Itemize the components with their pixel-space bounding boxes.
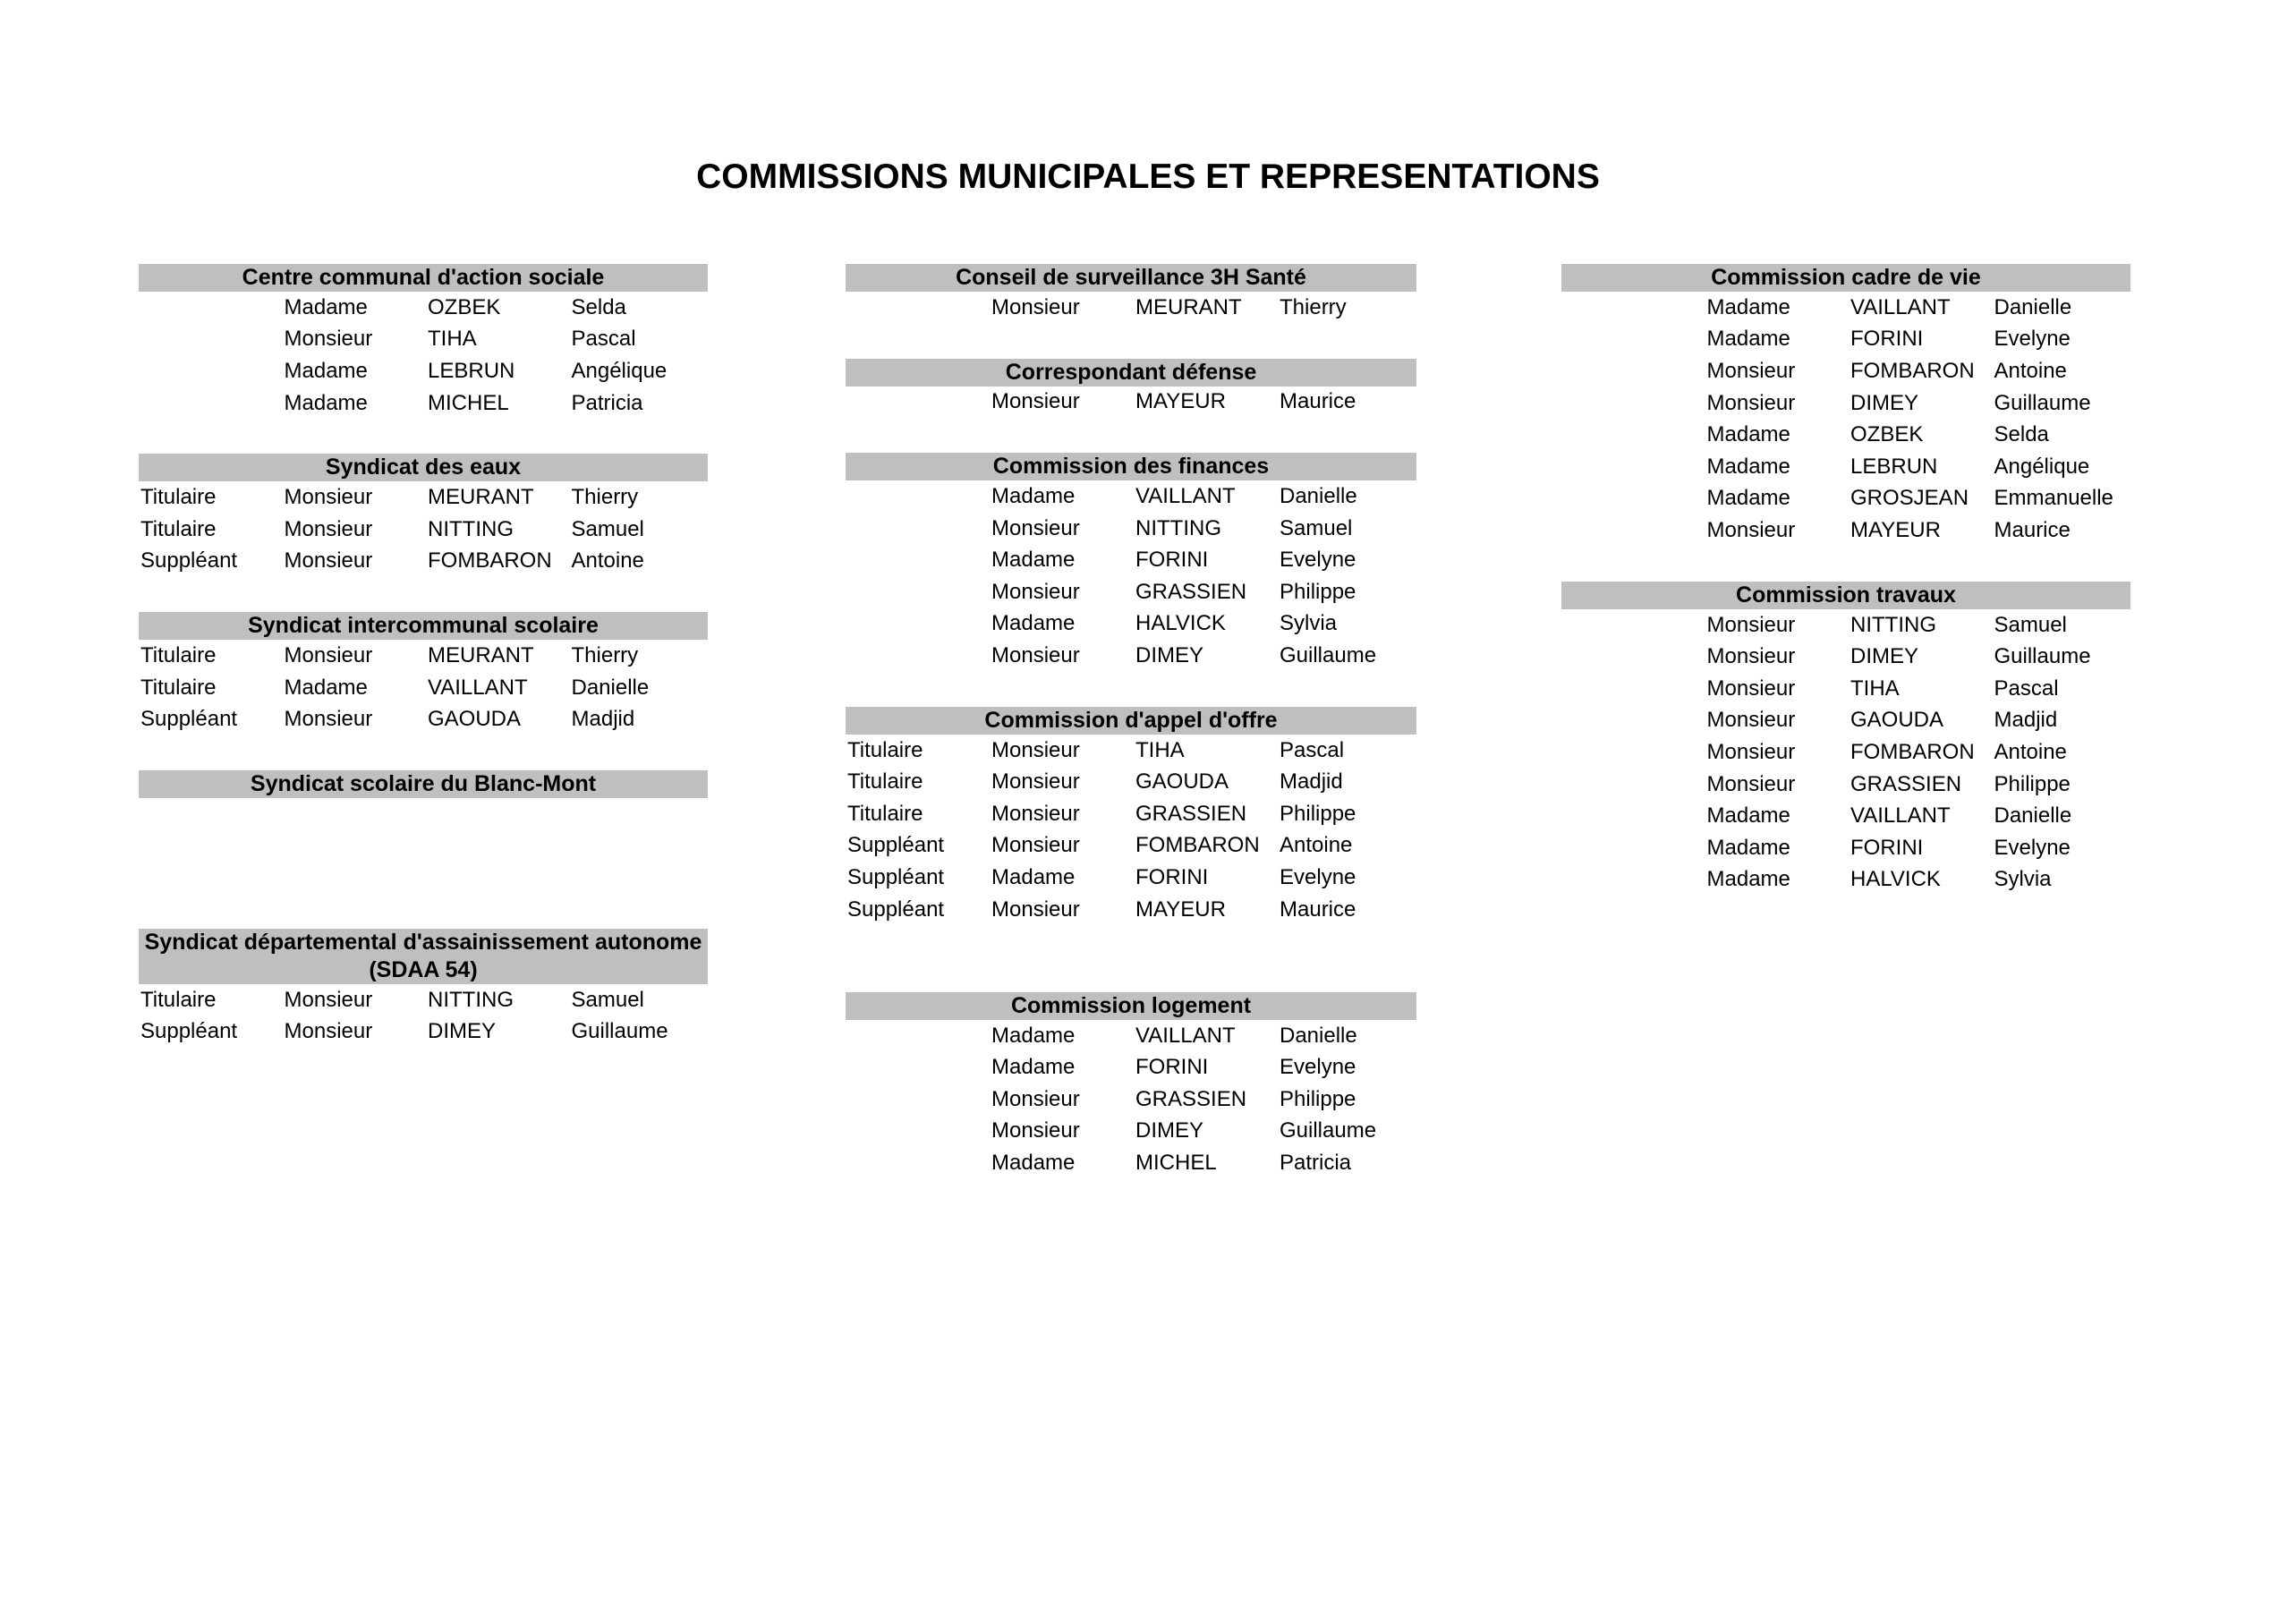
firstname-cell: Thierry: [1280, 294, 1347, 319]
civility-cell: Monsieur: [284, 485, 373, 510]
firstname-cell: Angélique: [1994, 454, 2090, 479]
table-row: [846, 1083, 1416, 1116]
civility-cell: Monsieur: [284, 1019, 373, 1044]
commission-table: [139, 929, 708, 1048]
table-row: [846, 513, 1416, 545]
lastname-cell: MICHEL: [428, 390, 509, 415]
civility-cell: Madame: [991, 1151, 1076, 1176]
civility-cell: Madame: [1706, 867, 1790, 892]
firstname-cell: Sylvia: [1280, 611, 1338, 636]
lastname-cell: VAILLANT: [1135, 483, 1236, 508]
civility-cell: Monsieur: [1706, 644, 1796, 669]
table-row: [846, 292, 1416, 324]
column-left: [139, 264, 708, 1083]
table-row: [846, 862, 1416, 894]
civility-cell: Monsieur: [991, 769, 1080, 795]
role-cell: Suppléant: [847, 864, 945, 889]
firstname-cell: Danielle: [1280, 1023, 1357, 1048]
role-cell: Titulaire: [847, 737, 923, 762]
firstname-cell: Evelyne: [1280, 864, 1356, 889]
firstname-cell: Patricia: [571, 390, 643, 415]
lastname-cell: NITTING: [1850, 612, 1936, 637]
lastname-cell: FOMBARON: [428, 548, 552, 574]
table-row: [846, 640, 1416, 672]
firstname-cell: Danielle: [571, 675, 650, 700]
commission-table: [139, 454, 708, 577]
civility-cell: Madame: [991, 1023, 1076, 1048]
firstname-cell: Danielle: [1994, 294, 2072, 319]
civility-cell: Monsieur: [284, 548, 373, 574]
table-title-text: Syndicat départemental d'assainissement autonome: [144, 929, 702, 955]
firstname-cell: Philippe: [1994, 771, 2071, 796]
lastname-cell: VAILLANT: [1850, 294, 1951, 319]
civility-cell: Madame: [284, 390, 368, 415]
commission-table: [139, 612, 708, 735]
firstname-cell: Sylvia: [1994, 867, 2052, 892]
table-row: [139, 640, 708, 672]
lastname-cell: LEBRUN: [1850, 454, 1938, 479]
table-row: [139, 798, 708, 830]
table-title: [846, 707, 1416, 735]
civility-cell: Madame: [1706, 327, 1790, 352]
civility-cell: Monsieur: [1706, 390, 1796, 415]
table-row: [1561, 387, 2130, 420]
table-title: [139, 612, 708, 640]
firstname-cell: Philippe: [1280, 579, 1356, 604]
lastname-cell: FORINI: [1135, 548, 1209, 573]
table-title: [846, 264, 1416, 292]
civility-cell: Monsieur: [991, 833, 1080, 858]
lastname-cell: LEBRUN: [428, 358, 515, 383]
firstname-cell: Selda: [1994, 422, 2049, 447]
table-title-text: Conseil de surveillance 3H Santé: [956, 265, 1306, 290]
table-row: [139, 984, 708, 1016]
role-cell: Titulaire: [847, 801, 923, 826]
lastname-cell: FOMBARON: [1135, 833, 1260, 858]
role-cell: Titulaire: [140, 642, 217, 667]
role-cell: Suppléant: [140, 707, 238, 732]
civility-cell: Madame: [1706, 294, 1790, 319]
firstname-cell: Philippe: [1280, 801, 1356, 826]
table-row: [1561, 832, 2130, 864]
table-title-text: Commission travaux: [1736, 582, 1956, 608]
table-row: [139, 672, 708, 704]
civility-cell: Monsieur: [284, 707, 373, 732]
table-title: [846, 453, 1416, 480]
lastname-cell: MEURANT: [428, 485, 534, 510]
table-row: [846, 798, 1416, 830]
firstname-cell: Madjid: [1994, 708, 2058, 733]
lastname-cell: GROSJEAN: [1850, 486, 1969, 511]
civility-cell: Monsieur: [1706, 739, 1796, 764]
lastname-cell: VAILLANT: [428, 675, 528, 700]
table-title-text: Correspondant défense: [1005, 359, 1257, 385]
firstname-cell: Emmanuelle: [1994, 486, 2113, 511]
table-row: [139, 514, 708, 546]
lastname-cell: FORINI: [1135, 1055, 1209, 1080]
table-row: [846, 1116, 1416, 1148]
firstname-cell: Evelyne: [1994, 327, 2071, 352]
firstname-cell: Madjid: [1280, 769, 1343, 795]
firstname-cell: Maurice: [1280, 896, 1356, 922]
firstname-cell: Samuel: [571, 987, 644, 1012]
firstname-cell: Guillaume: [571, 1019, 668, 1044]
lastname-cell: GRASSIEN: [1135, 1086, 1247, 1111]
table-row: [1561, 800, 2130, 832]
firstname-cell: Thierry: [571, 485, 639, 510]
table-row: [846, 735, 1416, 767]
role-cell: Titulaire: [140, 516, 217, 541]
lastname-cell: MAYEUR: [1135, 896, 1226, 922]
firstname-cell: Angélique: [571, 358, 668, 383]
table-title-text: Centre communal d'action sociale: [242, 265, 605, 290]
lastname-cell: VAILLANT: [1850, 803, 1951, 828]
civility-cell: Monsieur: [1706, 676, 1796, 701]
firstname-cell: Pascal: [1280, 737, 1345, 762]
lastname-cell: GAOUDA: [1135, 769, 1229, 795]
table-row: [1561, 736, 2130, 769]
column-middle: [846, 264, 1416, 1214]
firstname-cell: Antoine: [1280, 833, 1353, 858]
table-row: [846, 766, 1416, 798]
firstname-cell: Evelyne: [1280, 548, 1356, 573]
table-title-text: Commission d'appel d'offre: [984, 707, 1278, 733]
table-row: [1561, 705, 2130, 737]
table-row: [1561, 609, 2130, 642]
commission-table: [846, 359, 1416, 419]
table-row: [846, 1052, 1416, 1084]
table-row: [139, 703, 708, 735]
lastname-cell: DIMEY: [1135, 1118, 1204, 1143]
civility-cell: Madame: [1706, 422, 1790, 447]
civility-cell: Madame: [1706, 454, 1790, 479]
civility-cell: Monsieur: [991, 579, 1080, 604]
table-row: [139, 1015, 708, 1048]
civility-cell: Madame: [1706, 803, 1790, 828]
commission-table: [846, 992, 1416, 1179]
civility-cell: Monsieur: [991, 1086, 1080, 1111]
firstname-cell: Evelyne: [1280, 1055, 1356, 1080]
civility-cell: Monsieur: [1706, 708, 1796, 733]
civility-cell: Monsieur: [1706, 517, 1796, 542]
table-row: [846, 387, 1416, 419]
firstname-cell: Guillaume: [1280, 1118, 1377, 1143]
firstname-cell: Pascal: [1994, 676, 2059, 701]
civility-cell: Madame: [991, 483, 1076, 508]
table-row: [846, 925, 1416, 957]
lastname-cell: DIMEY: [1135, 642, 1204, 667]
table-row: [139, 862, 708, 894]
civility-cell: Monsieur: [991, 294, 1080, 319]
firstname-cell: Antoine: [1994, 739, 2067, 764]
firstname-cell: Danielle: [1994, 803, 2072, 828]
lastname-cell: NITTING: [1135, 515, 1221, 540]
civility-cell: Monsieur: [1706, 612, 1796, 637]
civility-cell: Monsieur: [991, 1118, 1080, 1143]
lastname-cell: TIHA: [428, 327, 477, 352]
firstname-cell: Danielle: [1280, 483, 1357, 508]
civility-cell: Monsieur: [991, 801, 1080, 826]
table-row: [1561, 514, 2130, 547]
table-row: [139, 355, 708, 387]
civility-cell: Monsieur: [991, 515, 1080, 540]
civility-cell: Monsieur: [284, 987, 373, 1012]
firstname-cell: Maurice: [1994, 517, 2071, 542]
firstname-cell: Maurice: [1280, 389, 1356, 414]
table-row: [846, 830, 1416, 862]
role-cell: Titulaire: [140, 987, 217, 1012]
lastname-cell: DIMEY: [1850, 390, 1919, 415]
table-title-text: Syndicat intercommunal scolaire: [248, 613, 599, 639]
civility-cell: Madame: [284, 358, 368, 383]
firstname-cell: Samuel: [1994, 612, 2067, 637]
table-title: [1561, 264, 2130, 292]
table-row: [1561, 355, 2130, 387]
table-title: [139, 770, 708, 798]
civility-cell: Monsieur: [991, 896, 1080, 922]
civility-cell: Madame: [991, 864, 1076, 889]
table-title-text: Syndicat des eaux: [325, 455, 522, 480]
firstname-cell: Pascal: [571, 327, 636, 352]
commission-table: [139, 770, 708, 894]
civility-cell: Madame: [991, 611, 1076, 636]
firstname-cell: Guillaume: [1994, 390, 2091, 415]
table-row: [139, 830, 708, 862]
role-cell: Titulaire: [140, 485, 217, 510]
lastname-cell: VAILLANT: [1135, 1023, 1236, 1048]
commission-table: [846, 707, 1416, 957]
lastname-cell: TIHA: [1135, 737, 1185, 762]
table-title-text: Commission des finances: [992, 454, 1270, 480]
lastname-cell: FORINI: [1135, 864, 1209, 889]
table-row: [139, 324, 708, 356]
lastname-cell: GAOUDA: [1850, 708, 1944, 733]
table-row: [846, 576, 1416, 608]
table-row: [1561, 769, 2130, 801]
table-row: [139, 481, 708, 514]
firstname-cell: Evelyne: [1994, 835, 2071, 860]
civility-cell: Madame: [991, 548, 1076, 573]
commission-table: [1561, 264, 2130, 547]
civility-cell: Monsieur: [1706, 358, 1796, 383]
role-cell: Suppléant: [140, 1019, 238, 1044]
table-title-text: Syndicat scolaire du Blanc-Mont: [250, 770, 597, 796]
lastname-cell: MAYEUR: [1850, 517, 1941, 542]
civility-cell: Madame: [284, 294, 368, 319]
table-row: [846, 544, 1416, 576]
table-row: [1561, 864, 2130, 896]
role-cell: Titulaire: [140, 675, 217, 700]
commission-table: [1561, 582, 2130, 896]
civility-cell: Madame: [1706, 835, 1790, 860]
lastname-cell: NITTING: [428, 516, 514, 541]
table-row: [1561, 324, 2130, 356]
table-title: [846, 359, 1416, 387]
lastname-cell: OZBEK: [1850, 422, 1924, 447]
role-cell: Suppléant: [140, 548, 238, 574]
commission-table: [139, 264, 708, 419]
civility-cell: Madame: [991, 1055, 1076, 1080]
table-title: [846, 992, 1416, 1020]
firstname-cell: Antoine: [571, 548, 644, 574]
table-title: [139, 929, 708, 984]
table-row: [139, 292, 708, 324]
table-title: [1561, 582, 2130, 609]
lastname-cell: MEURANT: [428, 642, 534, 667]
firstname-cell: Antoine: [1994, 358, 2067, 383]
firstname-cell: Thierry: [571, 642, 639, 667]
lastname-cell: FOMBARON: [1850, 739, 1975, 764]
table-row: [1561, 451, 2130, 483]
lastname-cell: NITTING: [428, 987, 514, 1012]
table-row: [1561, 483, 2130, 515]
table-title-text-line2: (SDAA 54): [369, 956, 478, 982]
table-title: [139, 454, 708, 481]
lastname-cell: FORINI: [1850, 327, 1924, 352]
lastname-cell: GAOUDA: [428, 707, 522, 732]
lastname-cell: MEURANT: [1135, 294, 1242, 319]
lastname-cell: HALVICK: [1850, 867, 1941, 892]
lastname-cell: DIMEY: [1850, 644, 1919, 669]
table-row: [1561, 292, 2130, 324]
civility-cell: Monsieur: [991, 642, 1080, 667]
firstname-cell: Samuel: [571, 516, 644, 541]
lastname-cell: MAYEUR: [1135, 389, 1226, 414]
lastname-cell: GRASSIEN: [1135, 801, 1247, 826]
lastname-cell: GRASSIEN: [1135, 579, 1247, 604]
table-title: [139, 264, 708, 292]
lastname-cell: TIHA: [1850, 676, 1900, 701]
table-row: [846, 894, 1416, 926]
table-row: [1561, 419, 2130, 451]
table-row: [846, 1147, 1416, 1179]
role-cell: Titulaire: [847, 769, 923, 795]
page-title: COMMISSIONS MUNICIPALES ET REPRESENTATIONS: [696, 157, 1600, 196]
firstname-cell: Samuel: [1280, 515, 1353, 540]
firstname-cell: Philippe: [1280, 1086, 1356, 1111]
lastname-cell: OZBEK: [428, 294, 501, 319]
table-row: [846, 480, 1416, 513]
firstname-cell: Guillaume: [1280, 642, 1377, 667]
civility-cell: Monsieur: [991, 737, 1080, 762]
civility-cell: Monsieur: [284, 642, 373, 667]
firstname-cell: Guillaume: [1994, 644, 2091, 669]
role-cell: Suppléant: [847, 896, 945, 922]
lastname-cell: FORINI: [1850, 835, 1924, 860]
lastname-cell: GRASSIEN: [1850, 771, 1962, 796]
role-cell: Suppléant: [847, 833, 945, 858]
firstname-cell: Madjid: [571, 707, 635, 732]
table-row: [1561, 673, 2130, 705]
lastname-cell: DIMEY: [428, 1019, 497, 1044]
lastname-cell: HALVICK: [1135, 611, 1226, 636]
column-right: [1561, 264, 2130, 930]
civility-cell: Madame: [1706, 486, 1790, 511]
table-row: [846, 1020, 1416, 1052]
civility-cell: Monsieur: [1706, 771, 1796, 796]
table-title-text: Commission cadre de vie: [1711, 265, 1981, 290]
civility-cell: Monsieur: [991, 389, 1080, 414]
civility-cell: Monsieur: [284, 327, 373, 352]
table-row: [139, 387, 708, 420]
table-row: [139, 546, 708, 578]
table-row: [846, 608, 1416, 641]
civility-cell: Madame: [284, 675, 368, 700]
firstname-cell: Patricia: [1280, 1151, 1352, 1176]
commission-table: [846, 453, 1416, 672]
firstname-cell: Selda: [571, 294, 626, 319]
lastname-cell: MICHEL: [1135, 1151, 1217, 1176]
table-title-text: Commission logement: [1010, 992, 1252, 1018]
commission-table: [846, 264, 1416, 324]
lastname-cell: FOMBARON: [1850, 358, 1975, 383]
table-row: [1561, 641, 2130, 673]
civility-cell: Monsieur: [284, 516, 373, 541]
